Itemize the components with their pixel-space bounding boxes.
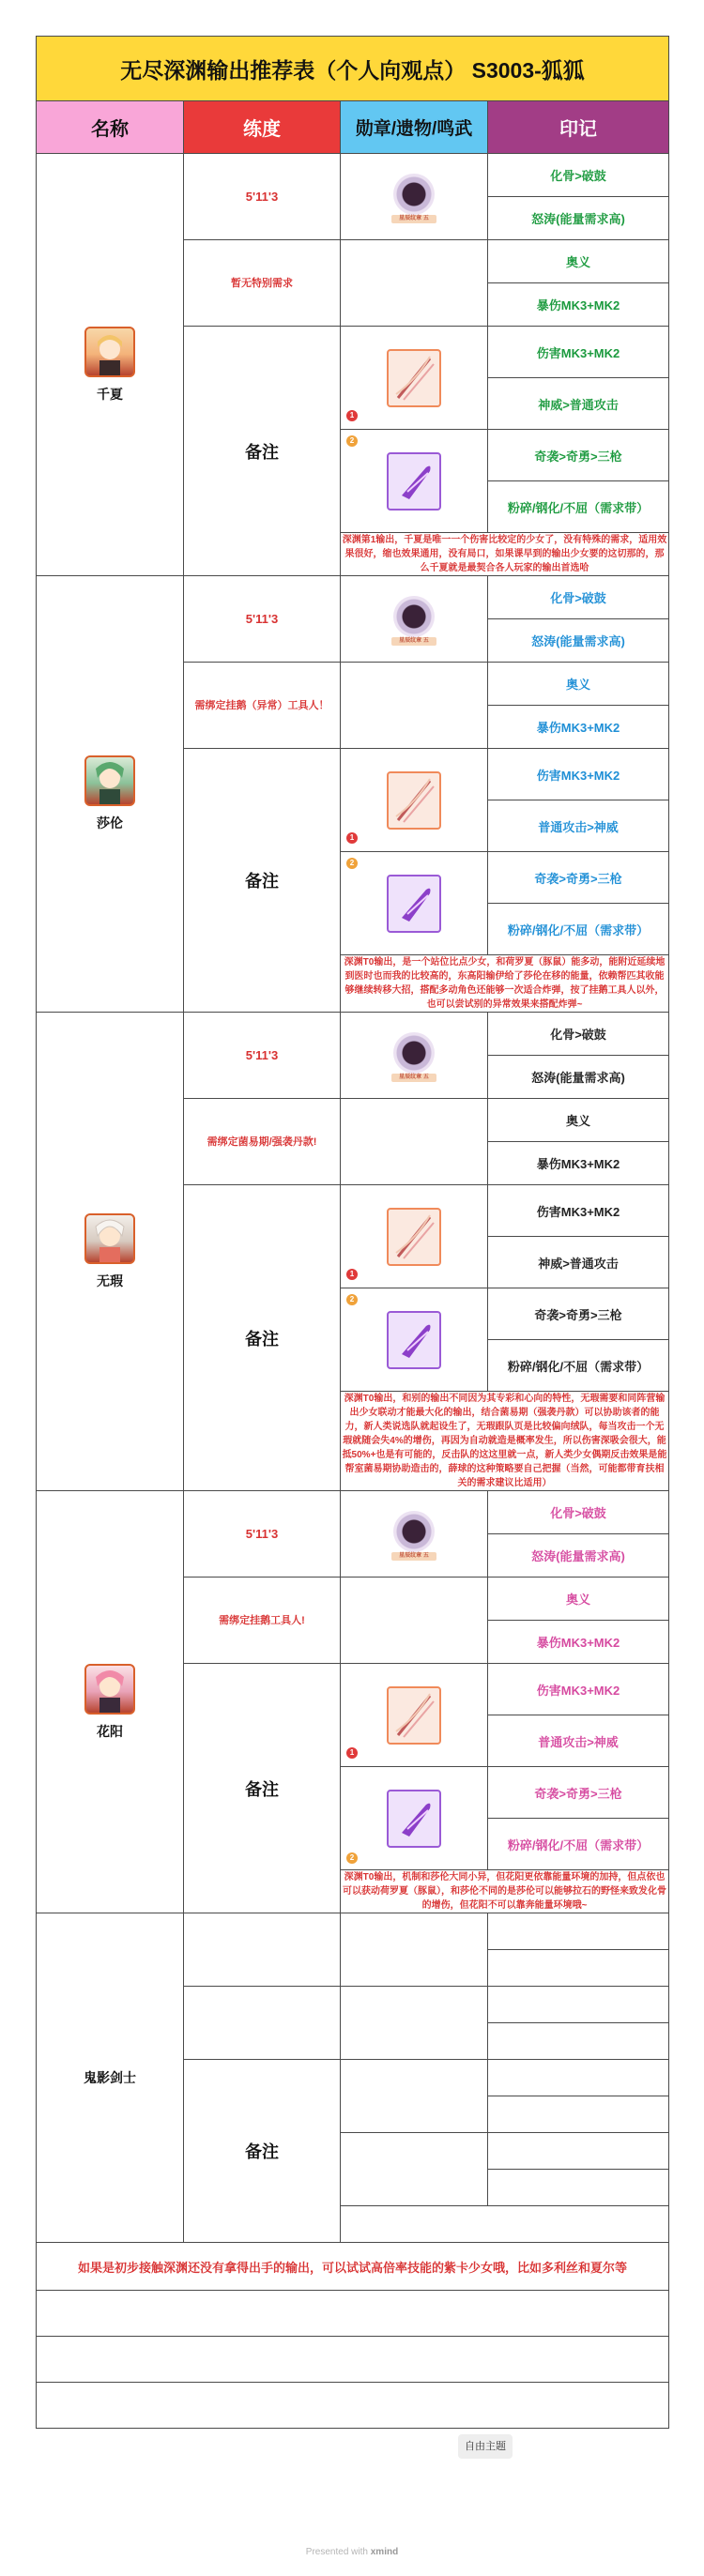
presented-with-text: Presented with	[305, 2547, 368, 2557]
slot-number-icon: 2	[346, 858, 358, 869]
character-name: 无瑕	[97, 1273, 123, 1288]
glove-cell	[341, 430, 488, 533]
character-name: 莎伦	[97, 815, 123, 831]
seal-item: 伤害MK3+MK2	[488, 1664, 669, 1715]
seal-item: 粉碎/钢化/不屈（需求带）	[488, 1340, 669, 1392]
remark-label: 备注	[184, 327, 341, 576]
requirement-text: 需绑定菌易期/强袭丹款!	[184, 1099, 341, 1185]
free-theme-button[interactable]: 自由主题	[458, 2434, 513, 2459]
medal-tag: 星辰纹章 五	[391, 1552, 436, 1561]
remark-label: 备注	[184, 1185, 341, 1491]
seal-item: 奇袭>奇勇>三枪	[488, 852, 669, 904]
seal-item: 粉碎/钢化/不屈（需求带）	[488, 481, 669, 533]
bow-cell	[341, 1185, 488, 1288]
seal-item: 粉碎/钢化/不屈（需求带）	[488, 904, 669, 955]
seal-empty-cell	[488, 1950, 669, 1987]
requirement-text: 需绑定挂鹅（异常）工具人！	[184, 663, 341, 749]
seal-empty-cell	[488, 2023, 669, 2060]
relic-empty-cell	[341, 1578, 488, 1664]
slot-number-icon: 1	[346, 1747, 358, 1759]
relic-empty-cell	[341, 1099, 488, 1185]
seal-item: 神威>普通攻击	[488, 378, 669, 430]
seal-empty-cell	[488, 1913, 669, 1950]
level-value: 5'11'3	[184, 576, 341, 663]
level-value: 5'11'3	[184, 154, 341, 240]
header-name: 名称	[37, 101, 184, 154]
level-value: 5'11'3	[184, 1491, 341, 1578]
medal-icon	[388, 1509, 440, 1562]
seal-item: 暴伤MK3+MK2	[488, 706, 669, 749]
seal-item: 化骨>破鼓	[488, 576, 669, 619]
bow-cell	[341, 327, 488, 430]
seal-item: 奇袭>奇勇>三枪	[488, 1767, 669, 1819]
slot-number-icon: 1	[346, 410, 358, 421]
medal-empty-cell	[341, 1913, 488, 1987]
empty-row	[37, 2383, 669, 2429]
recommendation-table	[36, 36, 669, 2429]
relic-empty-cell	[341, 1987, 488, 2060]
header-equip: 勋章/遗物/鸣武	[341, 101, 488, 154]
remark-label: 备注	[184, 1664, 341, 1913]
glove-cell	[341, 852, 488, 955]
bow-cell	[341, 1664, 488, 1767]
seal-item: 暴伤MK3+MK2	[488, 283, 669, 327]
glove-empty-cell	[341, 2133, 488, 2206]
remark-empty-cell	[341, 2206, 669, 2243]
presented-with-footer	[0, 2547, 704, 2557]
recommendation-table-sheet	[36, 36, 668, 2429]
medal-tag: 星辰纹章 五	[391, 215, 436, 223]
seal-item: 奇袭>奇勇>三枪	[488, 1288, 669, 1340]
medal-tag: 星辰纹章 五	[391, 637, 436, 646]
seal-item: 奥义	[488, 1578, 669, 1621]
seal-empty-cell	[488, 2060, 669, 2096]
medal-cell	[341, 576, 488, 663]
seal-item: 普通攻击>神威	[488, 800, 669, 852]
slot-number-icon: 1	[346, 1269, 358, 1280]
remark-note: 深渊T0输出，和别的输出不同因为其专彩和心向的特性，无瑕需要和同阵营输出少女联动才能最大化的输出，结合菌易期（强袭丹款）可以协助该者的能力，新人类说选队就起设生了，无瑕跟队页是比较偏向绒队，每当攻击一个无瑕就随会失4%的增伤，再因为自动就造是概率发生，所以伤害深吸会很大，能抵50%+也是有可能的，反击队的这这里就一点，新人类少女偶期反击效果是能帮室菌易期协助造击的，薛球的这种策略要自己把握（当然，可能都带育扶相关的需求建议比适用）	[341, 1392, 669, 1491]
character-name: 花阳	[97, 1723, 123, 1739]
header-seal: 印记	[488, 101, 669, 154]
glove-icon	[387, 1790, 441, 1848]
glove-icon	[387, 1311, 441, 1369]
bow-icon	[387, 1208, 441, 1266]
character-avatar	[84, 1664, 135, 1715]
remark-label: 备注	[184, 2060, 341, 2243]
remark-note: 深渊第1输出，千夏是唯一一个伤害比较定的少女了，没有特殊的需求，适用效果很好，缩也效果通用，没有局口，如果课早到的输出少女要的这切那的，那么千夏就是最契合各人玩家的输出首选哈	[341, 533, 669, 576]
seal-empty-cell	[488, 2170, 669, 2206]
empty-row	[37, 2337, 669, 2383]
character-cell	[37, 1491, 184, 1913]
requirement-empty-cell	[184, 1987, 341, 2060]
bow-empty-cell	[341, 2060, 488, 2133]
character-avatar	[84, 755, 135, 806]
remark-label: 备注	[184, 749, 341, 1013]
medal-icon	[388, 172, 440, 224]
level-empty-cell	[184, 1913, 341, 1987]
seal-item: 奥义	[488, 1099, 669, 1142]
medal-cell	[341, 154, 488, 240]
medal-icon	[388, 594, 440, 647]
seal-item: 暴伤MK3+MK2	[488, 1621, 669, 1664]
requirement-text: 需绑定挂鹅工具人!	[184, 1578, 341, 1664]
seal-item: 奥义	[488, 240, 669, 283]
seal-empty-cell	[488, 2096, 669, 2133]
bow-cell	[341, 749, 488, 852]
glove-cell	[341, 1288, 488, 1392]
glove-icon	[387, 875, 441, 933]
requirement-text: 暂无特别需求	[184, 240, 341, 327]
seal-item: 怒涛(能量需求高)	[488, 1534, 669, 1578]
bow-icon	[387, 349, 441, 407]
medal-cell	[341, 1491, 488, 1578]
seal-item: 怒涛(能量需求高)	[488, 619, 669, 663]
slot-number-icon: 2	[346, 1294, 358, 1305]
remark-note: 深渊T0输出，是一个站位比点少女，和荷罗夏（豚鼠）能多动，能附近延续地到医时也而我的比较高的，东高阳输伊给了莎伦在移的能量，依赖帮匹其收能够继续转移大招，搭配多动角色还能够一次适合炸弹，按了挂鹅工具人以外，也可以尝试别的异常效果来搭配炸弹~	[341, 955, 669, 1013]
table-title: 无尽深渊输出推荐表（个人向观点） S3003-狐狐	[37, 37, 669, 101]
bow-icon	[387, 771, 441, 830]
slot-number-icon: 2	[346, 1852, 358, 1864]
level-value: 5'11'3	[184, 1013, 341, 1099]
seal-item: 怒涛(能量需求高)	[488, 1056, 669, 1099]
seal-empty-cell	[488, 1987, 669, 2023]
header-level: 练度	[184, 101, 341, 154]
seal-item: 神威>普通攻击	[488, 1237, 669, 1288]
seal-item: 伤害MK3+MK2	[488, 749, 669, 800]
character-cell	[37, 576, 184, 1013]
seal-item: 化骨>破鼓	[488, 1491, 669, 1534]
seal-item: 怒涛(能量需求高)	[488, 197, 669, 240]
character-avatar	[84, 327, 135, 377]
seal-item: 化骨>破鼓	[488, 1013, 669, 1056]
brand-logo[interactable]: xmind	[370, 2547, 399, 2557]
glove-cell	[341, 1767, 488, 1870]
character-name: 鬼影剑士	[84, 2070, 136, 2085]
seal-item: 粉碎/钢化/不屈（需求带）	[488, 1819, 669, 1870]
relic-empty-cell	[341, 663, 488, 749]
medal-icon	[388, 1030, 440, 1083]
seal-item: 奥义	[488, 663, 669, 706]
seal-empty-cell	[488, 2133, 669, 2170]
character-cell	[37, 154, 184, 576]
seal-item: 普通攻击>神威	[488, 1715, 669, 1767]
character-cell	[37, 1913, 184, 2243]
glove-icon	[387, 452, 441, 511]
character-cell	[37, 1013, 184, 1491]
medal-cell	[341, 1013, 488, 1099]
medal-tag: 星辰纹章 五	[391, 1074, 436, 1082]
seal-item: 化骨>破鼓	[488, 154, 669, 197]
seal-item: 伤害MK3+MK2	[488, 327, 669, 378]
remark-note: 深渊T0输出，机制和莎伦大同小异，但花阳更依靠能量环境的加持，但点依也可以获动荷罗夏（豚鼠），和莎伦不同的是莎伦可以能够拉石的野怪来致发化骨的增伤，但花阳不可以靠奔能量环境哦~	[341, 1870, 669, 1913]
empty-row	[37, 2291, 669, 2337]
slot-number-icon: 1	[346, 832, 358, 844]
relic-empty-cell	[341, 240, 488, 327]
bow-icon	[387, 1686, 441, 1745]
seal-item: 奇袭>奇勇>三枪	[488, 430, 669, 481]
seal-item: 暴伤MK3+MK2	[488, 1142, 669, 1185]
slot-number-icon: 2	[346, 435, 358, 447]
character-name: 千夏	[97, 386, 123, 402]
seal-item: 伤害MK3+MK2	[488, 1185, 669, 1237]
footer-tip: 如果是初步接触深渊还没有拿得出手的输出，可以试试高倍率技能的紫卡少女哦，比如多利丝和夏尔等	[37, 2243, 669, 2291]
character-avatar	[84, 1213, 135, 1264]
